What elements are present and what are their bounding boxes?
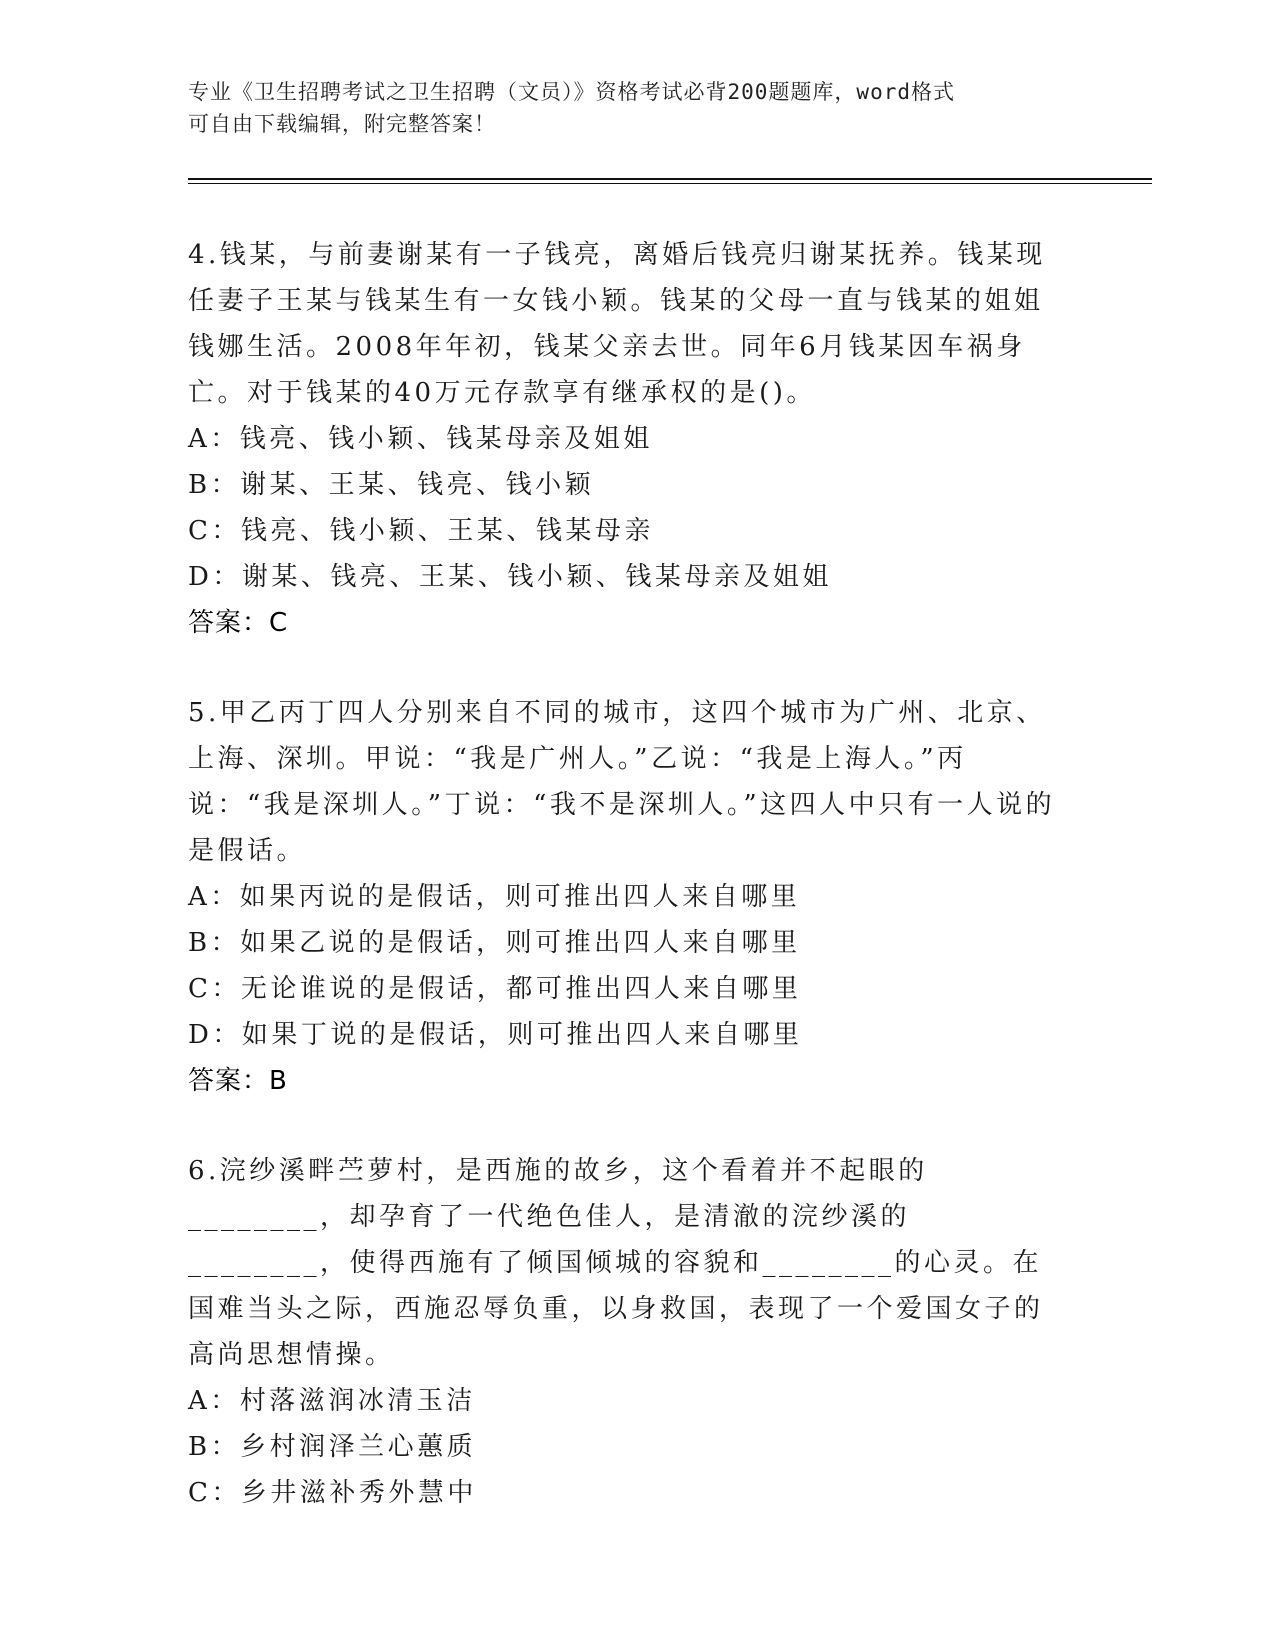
question-6 bbox=[188, 1148, 1068, 1516]
option-b: B：乡村润泽兰心蕙质 bbox=[188, 1432, 477, 1462]
option-list bbox=[188, 1378, 1068, 1516]
header-line-2: 可自由下载编辑，附完整答案！ bbox=[188, 112, 496, 136]
option-a: A：如果丙说的是假话，则可推出四人来自哪里 bbox=[188, 882, 801, 912]
option-a: A：钱亮、钱小颖、钱某母亲及姐姐 bbox=[188, 424, 653, 454]
question-stem: 5.甲乙丙丁四人分别来自不同的城市，这四个城市为广州、北京、上海、深圳。甲说：“我是广州人。”乙说：“我是上海人。”丙说：“我是深圳人。”丁说：“我不是深圳人。”这四人中只有一人说的是假话。 bbox=[188, 698, 1056, 866]
option-list bbox=[188, 874, 1068, 1058]
option-d: D：如果丁说的是假话，则可推出四人来自哪里 bbox=[188, 1020, 803, 1050]
header-divider-thin bbox=[188, 183, 1152, 184]
header-line-1: 专业《卫生招聘考试之卫生招聘（文员）》资格考试必背200题题库，word格式 bbox=[188, 80, 955, 104]
answer-label: 答案：C bbox=[188, 608, 289, 638]
question-5 bbox=[188, 690, 1068, 1104]
option-c: C：钱亮、钱小颖、王某、钱某母亲 bbox=[188, 516, 654, 546]
option-d: D：谢某、钱亮、王某、钱小颖、钱某母亲及姐姐 bbox=[188, 562, 832, 592]
option-c: C：乡井滋补秀外慧中 bbox=[188, 1478, 477, 1508]
option-b: B：谢某、王某、钱亮、钱小颖 bbox=[188, 470, 595, 500]
header-divider-thick bbox=[188, 178, 1152, 180]
option-a: A：村落滋润冰清玉洁 bbox=[188, 1386, 476, 1416]
option-c: C：无论谁说的是假话，都可推出四人来自哪里 bbox=[188, 974, 802, 1004]
question-stem: 6.浣纱溪畔苎萝村，是西施的故乡，这个看着并不起眼的________，却孕育了一代绝色佳人，是清澈的浣纱溪的________，使得西施有了倾国倾城的容貌和________的心灵。在国难当头之际，西施忍辱负重，以身救国，表现了一个爱国女子的高尚思想情操。 bbox=[188, 1156, 1044, 1370]
document-header bbox=[188, 76, 1068, 140]
answer-label: 答案：B bbox=[188, 1066, 288, 1096]
question-stem: 4.钱某，与前妻谢某有一子钱亮，离婚后钱亮归谢某抚养。钱某现任妻子王某与钱某生有一女钱小颖。钱某的父母一直与钱某的姐姐钱娜生活。2008年年初，钱某父亲去世。同年6月钱某因车祸身亡。对于钱某的40万元存款享有继承权的是()。 bbox=[188, 240, 1046, 408]
question-4 bbox=[188, 232, 1068, 646]
option-list bbox=[188, 416, 1068, 600]
question-list bbox=[188, 232, 1068, 1560]
option-b: B：如果乙说的是假话，则可推出四人来自哪里 bbox=[188, 928, 801, 958]
